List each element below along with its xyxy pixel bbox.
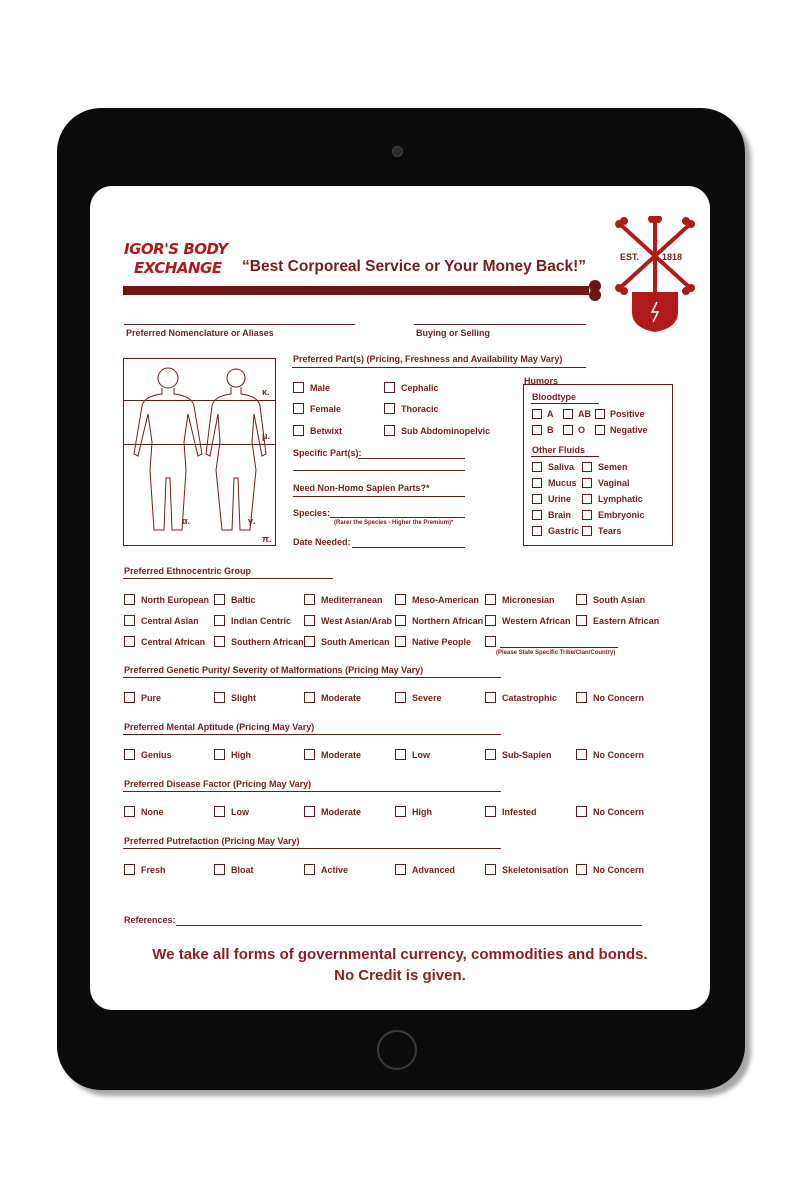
genetic-pure-checkbox[interactable] (124, 692, 135, 703)
home-button[interactable] (377, 1030, 417, 1070)
ethno-western-african-label: Western African (502, 616, 571, 626)
logo-line1: IGOR'S BODY (124, 240, 228, 258)
buying-line[interactable] (414, 324, 586, 325)
ethno-other-checkbox[interactable] (485, 636, 496, 647)
species-label: Species: (293, 508, 331, 518)
disease-low-checkbox[interactable] (214, 806, 225, 817)
fluid-urine-checkbox[interactable] (532, 494, 542, 504)
blood-b-label: B (547, 425, 554, 435)
fluid-embryonic-checkbox[interactable] (582, 510, 592, 520)
disease-none-checkbox[interactable] (124, 806, 135, 817)
kappa-label: κ. (262, 387, 270, 397)
references-line[interactable] (176, 925, 642, 926)
mental-genius-checkbox[interactable] (124, 749, 135, 760)
ethno-north-european-checkbox[interactable] (124, 594, 135, 605)
fluid-vaginal-checkbox[interactable] (582, 478, 592, 488)
mental-sub-sapien-label: Sub-Sapien (502, 750, 552, 760)
mental-high-checkbox[interactable] (214, 749, 225, 760)
fluid-vaginal-label: Vaginal (598, 478, 630, 488)
blood-ab-label: AB (578, 409, 591, 419)
parts-title: Preferred Part(s) (Pricing, Freshness and Availability May Vary) (293, 354, 563, 364)
mu-label: μ. (262, 431, 271, 441)
ethno-mediterranean-label: Mediterranean (321, 595, 383, 605)
genetic-catastrophic-label: Catastrophic (502, 693, 558, 703)
fluid-brain-label: Brain (548, 510, 572, 520)
species-note: (Rarer the Species - Higher the Premium)* (334, 520, 454, 526)
ethno-title-line (123, 578, 333, 579)
disease-high-checkbox[interactable] (395, 806, 406, 817)
disease-infested-label: Infested (502, 807, 537, 817)
est-label: EST. (620, 252, 640, 262)
mental-high-label: High (231, 750, 251, 760)
ethno-other-line[interactable] (500, 647, 618, 648)
crossbones-shovel-icon (610, 216, 702, 334)
bloodtype-title: Bloodtype (532, 392, 576, 402)
fluid-urine-label: Urine (548, 494, 572, 504)
date-line[interactable] (352, 547, 465, 548)
blood-positive-checkbox[interactable] (595, 409, 605, 419)
ethno-south-american-label: South American (321, 637, 390, 647)
gamma-label: γ. (248, 516, 256, 526)
blood-negative-label: Negative (610, 425, 648, 435)
specific-line-1[interactable] (358, 458, 465, 459)
nomenclature-line[interactable] (124, 324, 355, 325)
disease-none-label: None (141, 807, 164, 817)
genetic-title: Preferred Genetic Purity/ Severity of Malformations (Pricing May Vary) (124, 665, 424, 675)
fluid-lymphatic-checkbox[interactable] (582, 494, 592, 504)
part-female-label: Female (310, 404, 342, 414)
disease-title-line (123, 791, 501, 792)
part-cephalic-checkbox[interactable] (384, 382, 395, 393)
part-betwixt-label: Betwixt (310, 426, 343, 436)
putrefaction-no-concern-label: No Concern (593, 865, 645, 875)
disease-title: Preferred Disease Factor (Pricing May Vary) (124, 779, 312, 789)
mental-low-checkbox[interactable] (395, 749, 406, 760)
part-female-checkbox[interactable] (293, 403, 304, 414)
logo-line2: EXCHANGE (134, 259, 222, 277)
ethno-south-asian-label: South Asian (593, 595, 646, 605)
specific-label: Specific Part(s): (293, 448, 362, 458)
ethno-native-people-label: Native People (412, 637, 472, 647)
species-line[interactable] (330, 517, 465, 518)
fluid-lymphatic-label: Lymphatic (598, 494, 643, 504)
mental-genius-label: Genius (141, 750, 172, 760)
putrefaction-bloat-checkbox[interactable] (214, 864, 225, 875)
genetic-severe-label: Severe (412, 693, 442, 703)
ethno-west-asian-checkbox[interactable] (304, 615, 315, 626)
disease-no-concern-checkbox[interactable] (576, 806, 587, 817)
ethno-western-african-checkbox[interactable] (485, 615, 496, 626)
part-thoracic-label: Thoracic (401, 404, 439, 414)
fluid-tears-label: Tears (598, 526, 622, 536)
form-screen (90, 186, 710, 1010)
disease-moderate-checkbox[interactable] (304, 806, 315, 817)
ethno-west-asian-label: West Asian/Arab (321, 616, 393, 626)
ethno-central-asian-label: Central Asian (141, 616, 199, 626)
putrefaction-skeletonisation-checkbox[interactable] (485, 864, 496, 875)
part-subabdominopelvic-checkbox[interactable] (384, 425, 395, 436)
ethno-south-asian-checkbox[interactable] (576, 594, 587, 605)
putrefaction-active-checkbox[interactable] (304, 864, 315, 875)
genetic-pure-label: Pure (141, 693, 162, 703)
part-betwixt-checkbox[interactable] (293, 425, 304, 436)
camera-icon (392, 146, 403, 157)
genetic-no-concern-checkbox[interactable] (576, 692, 587, 703)
ethno-meso-american-label: Meso-American (412, 595, 480, 605)
genetic-title-line (123, 677, 501, 678)
part-male-checkbox[interactable] (293, 382, 304, 393)
fluid-gastric-label: Gastric (548, 526, 580, 536)
blood-a-label: A (547, 409, 554, 419)
ethno-indian-centric-label: Indian Centric (231, 616, 292, 626)
mental-low-label: Low (412, 750, 430, 760)
ethno-south-american-checkbox[interactable] (304, 636, 315, 647)
mental-title: Preferred Mental Aptitude (Pricing May Vary) (124, 722, 315, 732)
genetic-catastrophic-checkbox[interactable] (485, 692, 496, 703)
putrefaction-no-concern-checkbox[interactable] (576, 864, 587, 875)
blood-negative-checkbox[interactable] (595, 425, 605, 435)
putrefaction-title-line (123, 848, 501, 849)
blood-a-checkbox[interactable] (532, 409, 542, 419)
genetic-slight-checkbox[interactable] (214, 692, 225, 703)
footer-line1: We take all forms of governmental currency, commodities and bonds. (152, 946, 648, 963)
specific-line-2[interactable] (293, 470, 465, 471)
genetic-no-concern-label: No Concern (593, 693, 645, 703)
putrefaction-active-label: Active (321, 865, 349, 875)
est-year: 1818 (662, 252, 683, 262)
body-figures-icon (128, 362, 272, 542)
ethno-other-note: (Please State Specific Tribe/Clan/Country) (496, 650, 616, 656)
putrefaction-fresh-checkbox[interactable] (124, 864, 135, 875)
genetic-moderate-label: Moderate (321, 693, 362, 703)
alpha-label: α. (182, 516, 191, 526)
humors-title: Humors (524, 376, 559, 386)
ethno-micronesian-label: Micronesian (502, 595, 555, 605)
fluid-semen-checkbox[interactable] (582, 462, 592, 472)
references-label: References: (124, 915, 176, 925)
ethno-meso-american-checkbox[interactable] (395, 594, 406, 605)
blood-b-checkbox[interactable] (532, 425, 542, 435)
fluid-mucus-checkbox[interactable] (532, 478, 542, 488)
ethno-eastern-african-label: Eastern African (593, 616, 660, 626)
ethno-northern-african-checkbox[interactable] (395, 615, 406, 626)
genetic-moderate-checkbox[interactable] (304, 692, 315, 703)
mental-no-concern-label: No Concern (593, 750, 645, 760)
ethno-mediterranean-checkbox[interactable] (304, 594, 315, 605)
disease-no-concern-label: No Concern (593, 807, 645, 817)
disease-low-label: Low (231, 807, 249, 817)
fluid-mucus-label: Mucus (548, 478, 577, 488)
fluids-title-line (531, 456, 599, 457)
ethno-micronesian-checkbox[interactable] (485, 594, 496, 605)
mental-no-concern-checkbox[interactable] (576, 749, 587, 760)
fluid-gastric-checkbox[interactable] (532, 526, 542, 536)
mental-sub-sapien-checkbox[interactable] (485, 749, 496, 760)
fluid-saliva-checkbox[interactable] (532, 462, 542, 472)
ethno-baltic-checkbox[interactable] (214, 594, 225, 605)
bloodtype-title-line (531, 403, 599, 404)
putrefaction-title: Preferred Putrefaction (Pricing May Vary) (124, 836, 300, 846)
ethno-north-european-label: North European (141, 595, 210, 605)
mental-title-line (123, 734, 501, 735)
ethno-northern-african-label: Northern African (412, 616, 484, 626)
disease-moderate-label: Moderate (321, 807, 362, 817)
blood-ab-checkbox[interactable] (563, 409, 573, 419)
ethno-central-african-checkbox[interactable] (124, 636, 135, 647)
part-subabdominopelvic-label: Sub Abdominopelvic (401, 426, 491, 436)
ethno-baltic-label: Baltic (231, 595, 256, 605)
parts-title-line (292, 367, 586, 368)
putrefaction-skeletonisation-label: Skeletonisation (502, 865, 569, 875)
non-homo-label: Need Non-Homo Sapien Parts?* (293, 483, 430, 493)
fluid-brain-checkbox[interactable] (532, 510, 542, 520)
ethno-southern-african-label: Southern African (231, 637, 304, 647)
footer-line2: No Credit is given. (334, 967, 466, 984)
disease-infested-checkbox[interactable] (485, 806, 496, 817)
ethno-native-people-checkbox[interactable] (395, 636, 406, 647)
bone-bar-icon (123, 280, 607, 302)
putrefaction-advanced-checkbox[interactable] (395, 864, 406, 875)
genetic-severe-checkbox[interactable] (395, 692, 406, 703)
pi-label: π. (262, 534, 272, 544)
putrefaction-fresh-label: Fresh (141, 865, 166, 875)
part-male-label: Male (310, 383, 331, 393)
blood-o-checkbox[interactable] (563, 425, 573, 435)
putrefaction-bloat-label: Bloat (231, 865, 254, 875)
blood-positive-label: Positive (610, 409, 645, 419)
ethno-indian-centric-checkbox[interactable] (214, 615, 225, 626)
non-homo-line[interactable] (293, 496, 465, 497)
fluids-title: Other Fluids (532, 445, 586, 455)
part-cephalic-label: Cephalic (401, 383, 439, 393)
fluid-tears-checkbox[interactable] (582, 526, 592, 536)
genetic-slight-label: Slight (231, 693, 256, 703)
disease-high-label: High (412, 807, 432, 817)
putrefaction-advanced-label: Advanced (412, 865, 456, 875)
slogan: “Best Corporeal Service or Your Money Back!” (242, 258, 586, 275)
fluid-embryonic-label: Embryonic (598, 510, 645, 520)
ethno-eastern-african-checkbox[interactable] (576, 615, 587, 626)
ethno-central-asian-checkbox[interactable] (124, 615, 135, 626)
fluid-saliva-label: Saliva (548, 462, 575, 472)
ethno-title: Preferred Ethnocentric Group (124, 566, 252, 576)
date-label: Date Needed: (293, 537, 351, 547)
mental-moderate-checkbox[interactable] (304, 749, 315, 760)
fluid-semen-label: Semen (598, 462, 628, 472)
mental-moderate-label: Moderate (321, 750, 362, 760)
ethno-southern-african-checkbox[interactable] (214, 636, 225, 647)
blood-o-label: O (578, 425, 586, 435)
nomenclature-label: Preferred Nomenclature or Aliases (126, 328, 274, 338)
ethno-central-african-label: Central African (141, 637, 206, 647)
part-thoracic-checkbox[interactable] (384, 403, 395, 414)
buying-label: Buying or Selling (416, 328, 491, 338)
